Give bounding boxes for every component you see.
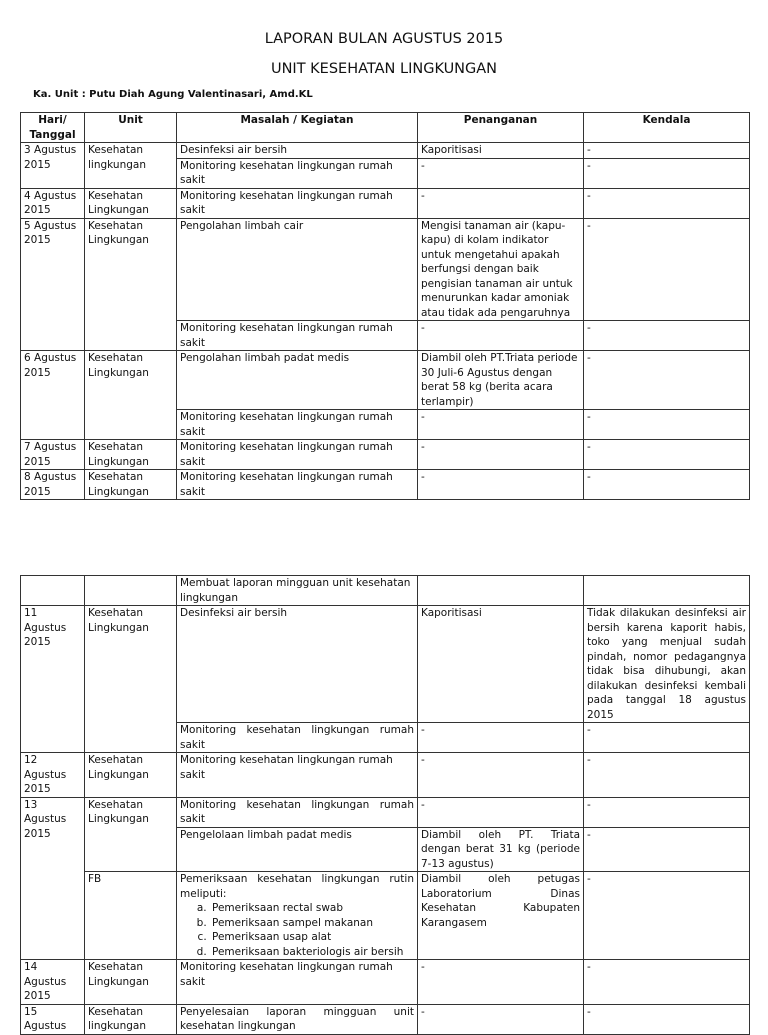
report-table-week-1 bbox=[20, 112, 750, 500]
unit-cell: Kesehatan lingkungan bbox=[85, 143, 177, 189]
report-table-week-2 bbox=[20, 575, 750, 1035]
obstacle-cell: - bbox=[584, 410, 750, 440]
table-row bbox=[21, 797, 750, 827]
unit-head-line: Ka. Unit : Putu Diah Agung Valentinasari, Amd.KL bbox=[33, 89, 313, 100]
date-cell: 5 Agustus 2015 bbox=[21, 218, 85, 351]
handling-cell: - bbox=[418, 753, 584, 798]
handling-cell: - bbox=[418, 188, 584, 218]
obstacle-cell bbox=[584, 576, 750, 606]
table-row bbox=[21, 188, 750, 218]
handling-cell: - bbox=[418, 1004, 584, 1034]
obstacle-cell: - bbox=[584, 143, 750, 159]
unit-cell: Kesehatan Lingkungan bbox=[85, 606, 177, 753]
header-handling: Penanganan bbox=[418, 113, 584, 143]
unit-cell: Kesehatan Lingkungan bbox=[85, 351, 177, 440]
activity-cell: Monitoring kesehatan lingkungan rumah sakit bbox=[177, 321, 418, 351]
table-row bbox=[21, 218, 750, 321]
obstacle-cell: - bbox=[584, 440, 750, 470]
activity-cell: Monitoring kesehatan lingkungan rumah sakit bbox=[177, 753, 418, 798]
handling-cell: Mengisi tanaman air (kapu-kapu) di kolam indikator untuk mengetahui apakah berfungsi dengan baik pengisian tanaman air untuk menurunkan kadar amoniak atau tidak ada pengaruhnya bbox=[418, 218, 584, 321]
obstacle-cell: - bbox=[584, 470, 750, 500]
obstacle-cell: - bbox=[584, 827, 750, 872]
activity-cell: Monitoring kesehatan lingkungan rumah sakit bbox=[177, 723, 418, 753]
table-row bbox=[21, 576, 750, 606]
unit-cell: Kesehatan Lingkungan bbox=[85, 440, 177, 470]
handling-cell: Diambil oleh PT.Triata periode 30 Juli-6 Agustus dengan berat 58 kg (berita acara terlampir) bbox=[418, 351, 584, 410]
handling-cell: - bbox=[418, 440, 584, 470]
activity-cell: Desinfeksi air bersih bbox=[177, 143, 418, 159]
activity-cell: Monitoring kesehatan lingkungan rumah sakit bbox=[177, 188, 418, 218]
activity-cell: Monitoring kesehatan lingkungan rumah sakit bbox=[177, 960, 418, 1005]
activity-cell: Penyelesaian laporan mingguan unit kesehatan lingkungan bbox=[177, 1004, 418, 1034]
table-row bbox=[21, 1004, 750, 1034]
activity-cell bbox=[177, 872, 418, 960]
obstacle-cell: - bbox=[584, 158, 750, 188]
table-row bbox=[21, 470, 750, 500]
activity-cell: Pengolahan limbah cair bbox=[177, 218, 418, 321]
table-header-row bbox=[21, 113, 750, 143]
obstacle-cell: - bbox=[584, 723, 750, 753]
date-cell: 6 Agustus 2015 bbox=[21, 351, 85, 440]
header-date: Hari/ Tanggal bbox=[21, 113, 85, 143]
date-cell: 4 Agustus 2015 bbox=[21, 188, 85, 218]
handling-cell: - bbox=[418, 797, 584, 827]
date-cell bbox=[21, 576, 85, 606]
activity-cell: Monitoring kesehatan lingkungan rumah sakit bbox=[177, 440, 418, 470]
examination-list bbox=[180, 901, 414, 959]
date-cell: 3 Agustus 2015 bbox=[21, 143, 85, 189]
list-item: a. Pemeriksaan rectal swab bbox=[210, 901, 414, 916]
date-cell: 11 Agustus 2015 bbox=[21, 606, 85, 753]
date-cell: 15 Agustus bbox=[21, 1004, 85, 1034]
activity-cell: Membuat laporan mingguan unit kesehatan lingkungan bbox=[177, 576, 418, 606]
unit-cell: Kesehatan Lingkungan bbox=[85, 960, 177, 1005]
obstacle-cell: - bbox=[584, 188, 750, 218]
header-unit: Unit bbox=[85, 113, 177, 143]
report-subtitle: UNIT KESEHATAN LINGKUNGAN bbox=[270, 61, 498, 77]
header-obstacle: Kendala bbox=[584, 113, 750, 143]
date-cell: 13 Agustus 2015 bbox=[21, 797, 85, 960]
handling-cell: - bbox=[418, 960, 584, 1005]
unit-cell bbox=[85, 576, 177, 606]
obstacle-cell: - bbox=[584, 1004, 750, 1034]
unit-cell: Kesehatan Lingkungan bbox=[85, 470, 177, 500]
table-row bbox=[21, 872, 750, 960]
table-row bbox=[21, 351, 750, 410]
unit-cell: Kesehatan Lingkungan bbox=[85, 753, 177, 798]
obstacle-cell: - bbox=[584, 960, 750, 1005]
obstacle-cell: - bbox=[584, 218, 750, 321]
unit-cell: Kesehatan Lingkungan bbox=[85, 797, 177, 872]
table-row bbox=[21, 753, 750, 798]
handling-cell: Kaporitisasi bbox=[418, 143, 584, 159]
list-item: d. Pemeriksaan bakteriologis air bersih bbox=[210, 945, 414, 960]
handling-cell bbox=[418, 576, 584, 606]
obstacle-cell: - bbox=[584, 753, 750, 798]
handling-cell: Kaporitisasi bbox=[418, 606, 584, 723]
table-row bbox=[21, 143, 750, 159]
table-row bbox=[21, 440, 750, 470]
header-activity: Masalah / Kegiatan bbox=[177, 113, 418, 143]
unit-cell: Kesehatan Lingkungan bbox=[85, 218, 177, 351]
handling-cell: - bbox=[418, 321, 584, 351]
obstacle-cell: Tidak dilakukan desinfeksi air bersih karena kaporit habis, toko yang menjual sudah pindah, nomor pedagangnya tidak bisa dihubungi, akan dilakukan desinfeksi kembali pada tanggal 18 agustus 2015 bbox=[584, 606, 750, 723]
list-item: b. Pemeriksaan sampel makanan bbox=[210, 916, 414, 931]
activity-cell: Monitoring kesehatan lingkungan rumah sakit bbox=[177, 158, 418, 188]
handling-cell: - bbox=[418, 723, 584, 753]
table-row bbox=[21, 606, 750, 723]
activity-cell: Monitoring kesehatan lingkungan rumah sakit bbox=[177, 470, 418, 500]
report-title: LAPORAN BULAN AGUSTUS 2015 bbox=[264, 31, 504, 47]
activity-cell: Pengelolaan limbah padat medis bbox=[177, 827, 418, 872]
date-cell: 14 Agustus 2015 bbox=[21, 960, 85, 1005]
activity-cell: Desinfeksi air bersih bbox=[177, 606, 418, 723]
handling-cell: - bbox=[418, 410, 584, 440]
date-cell: 8 Agustus 2015 bbox=[21, 470, 85, 500]
handling-cell: - bbox=[418, 158, 584, 188]
handling-cell: Diambil oleh PT. Triata dengan berat 31 kg (periode 7-13 agustus) bbox=[418, 827, 584, 872]
unit-cell: Kesehatan lingkungan bbox=[85, 1004, 177, 1034]
activity-cell: Monitoring kesehatan lingkungan rumah sakit bbox=[177, 797, 418, 827]
list-item: c. Pemeriksaan usap alat bbox=[210, 930, 414, 945]
table-row bbox=[21, 960, 750, 1005]
activity-intro: Pemeriksaan kesehatan lingkungan rutin meliputi: bbox=[180, 873, 414, 900]
obstacle-cell: - bbox=[584, 351, 750, 410]
activity-cell: Pengolahan limbah padat medis bbox=[177, 351, 418, 410]
activity-cell: Monitoring kesehatan lingkungan rumah sakit bbox=[177, 410, 418, 440]
date-cell: 7 Agustus 2015 bbox=[21, 440, 85, 470]
obstacle-cell: - bbox=[584, 321, 750, 351]
obstacle-cell: - bbox=[584, 872, 750, 960]
date-cell: 12 Agustus 2015 bbox=[21, 753, 85, 798]
unit-cell: Kesehatan Lingkungan bbox=[85, 188, 177, 218]
obstacle-cell: - bbox=[584, 797, 750, 827]
unit-cell: FB bbox=[85, 872, 177, 960]
handling-cell: Diambil oleh petugas Laboratorium Dinas Kesehatan Kabupaten Karangasem bbox=[418, 872, 584, 960]
handling-cell: - bbox=[418, 470, 584, 500]
